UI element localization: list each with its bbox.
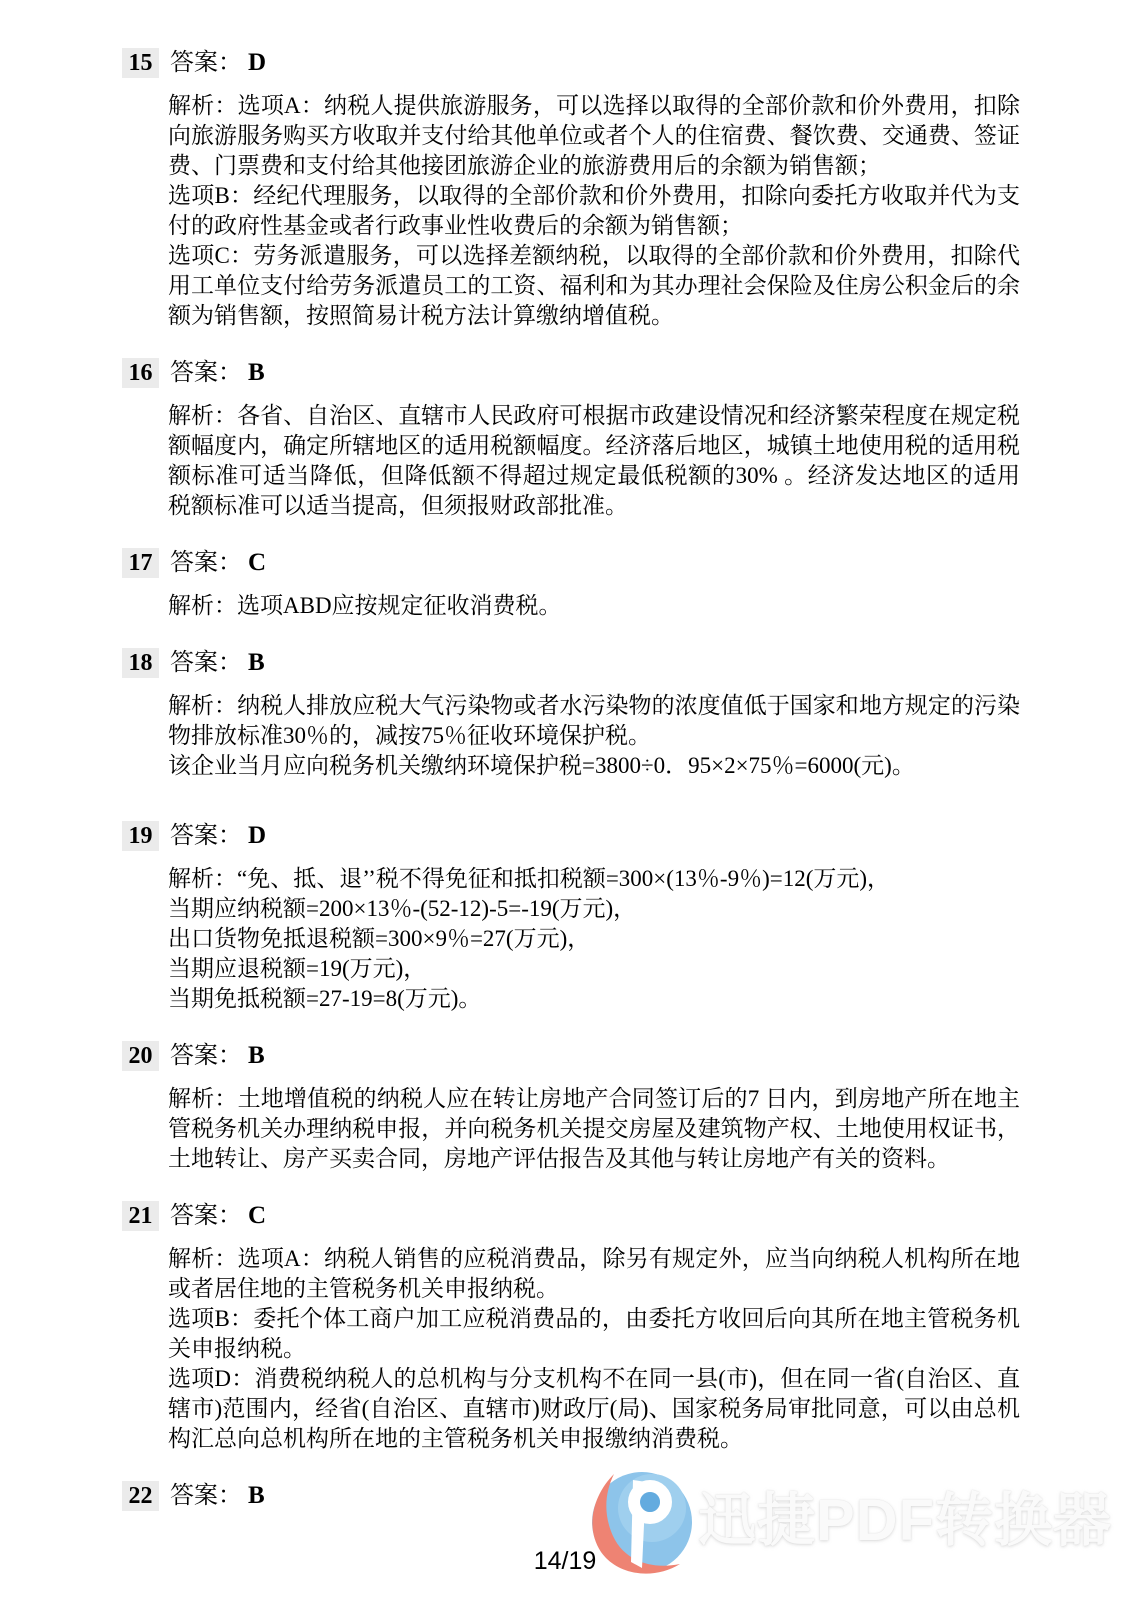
answer-block [122, 648, 1020, 781]
answer-label: 答案： [170, 360, 242, 386]
answer-letter: D [248, 822, 267, 849]
answer-label: 答案： [170, 550, 242, 576]
answers-list [122, 48, 1020, 1511]
answer-block [122, 48, 1020, 331]
explanation-paragraph: 选项B：委托个体工商户加工应税消费品的，由委托方收回后向其所在地主管税务机关申报纳税。 [168, 1306, 1020, 1361]
question-number: 20 [122, 1041, 159, 1071]
pdf-converter-watermark: 迅捷PDF转换器 [698, 1488, 1113, 1553]
answer-letter: B [248, 649, 265, 676]
answer-label: 答案： [170, 650, 242, 676]
answer-row [122, 648, 1020, 678]
question-number: 18 [122, 648, 159, 678]
answer-block [122, 548, 1020, 621]
answer-block [122, 1201, 1020, 1454]
explanation-paragraph: 出口货物免抵退税额=300×9％=27(万元)， [168, 926, 591, 951]
question-number: 16 [122, 358, 159, 388]
answer-letter: C [248, 549, 267, 576]
explanation [168, 864, 1020, 1014]
explanation [168, 691, 1020, 781]
explanation-paragraph: 解析：土地增值税的纳税人应在转让房地产合同签订后的7 日内，到房地产所在地主管税务机关办理纳税申报，并向税务机关提交房屋及建筑物产权、土地使用权证书，土地转让、房产买卖合同，房地产评估报告及其他与转让房地产有关的资料。 [168, 1086, 1020, 1171]
answer-row [122, 1201, 1020, 1231]
answer-label: 答案： [170, 50, 242, 76]
explanation-paragraph: 选项C：劳务派遣服务，可以选择差额纳税，以取得的全部价款和价外费用，扣除代用工单位支付给劳务派遣员工的工资、福利和为其办理社会保险及住房公积金后的余额为销售额，按照简易计税方法计算缴纳增值税。 [168, 243, 1020, 328]
explanation-paragraph: 解析：选项A：纳税人提供旅游服务，可以选择以取得的全部价款和价外费用，扣除向旅游服务购买方收取并支付给其他单位或者个人的住宿费、餐饮费、交通费、签证费、门票费和支付给其他接团旅游企业的旅游费用后的余额为销售额； [168, 93, 1020, 178]
page-number: 14/19 [533, 1547, 597, 1575]
answer-letter: D [248, 49, 267, 76]
explanation [168, 91, 1020, 331]
explanation-paragraph: 选项B：经纪代理服务，以取得的全部价款和价外费用，扣除向委托方收取并代为支付的政府性基金或者行政事业性收费后的余额为销售额； [168, 183, 1020, 238]
answer-letter: C [248, 1202, 267, 1229]
answer-letter: B [248, 359, 265, 386]
answer-label: 答案： [170, 1203, 242, 1229]
explanation-paragraph: 解析：各省、自治区、直辖市人民政府可根据市政建设情况和经济繁荣程度在规定税额幅度内，确定所辖地区的适用税额幅度。经济落后地区，城镇土地使用税的适用税额标准可适当降低，但降低额不得超过规定最低税额的30% 。经济发达地区的适用税额标准可以适当提高，但须报财政部批准。 [168, 403, 1020, 518]
explanation-paragraph: 解析：“免、抵、退’’税不得免征和抵扣税额=300×(13％-9％)=12(万元)， [168, 866, 891, 891]
question-number: 15 [122, 48, 159, 78]
answer-label: 答案： [170, 823, 242, 849]
answer-letter: B [248, 1482, 265, 1509]
question-number: 22 [122, 1481, 159, 1511]
explanation [168, 1084, 1020, 1174]
answer-block [122, 358, 1020, 521]
explanation-paragraph: 选项D：消费税纳税人的总机构与分支机构不在同一县(市)，但在同一省(自治区、直辖市)范围内，经省(自治区、直辖市)财政厅(局)、国家税务局审批同意，可以由总机构汇总向总机构所在地的主管税务机关申报缴纳消费税。 [168, 1366, 1020, 1451]
answer-row [122, 1041, 1020, 1071]
question-number: 21 [122, 1201, 159, 1231]
answer-row [122, 358, 1020, 388]
explanation [168, 591, 1020, 621]
question-number: 17 [122, 548, 159, 578]
explanation-paragraph: 当期应退税额=19(万元)， [168, 956, 427, 981]
answer-row [122, 548, 1020, 578]
explanation [168, 1244, 1020, 1454]
answer-block [122, 821, 1020, 1014]
answer-row [122, 48, 1020, 78]
explanation-paragraph: 当期免抵税额=27-19=8(万元)。 [168, 986, 482, 1011]
answer-row [122, 821, 1020, 851]
explanation-paragraph: 解析：选项ABD应按规定征收消费税。 [168, 593, 562, 618]
explanation-paragraph: 解析：纳税人排放应税大气污染物或者水污染物的浓度值低于国家和地方规定的污染物排放标准30％的，减按75％征收环境保护税。 [168, 693, 1020, 748]
answer-label: 答案： [170, 1043, 242, 1069]
answer-letter: B [248, 1042, 265, 1069]
question-number: 19 [122, 821, 159, 851]
explanation-paragraph: 解析：选项A：纳税人销售的应税消费品，除另有规定外，应当向纳税人机构所在地或者居住地的主管税务机关申报纳税。 [168, 1246, 1020, 1301]
explanation [168, 401, 1020, 521]
explanation-paragraph: 当期应纳税额=200×13％-(52-12)-5=-19(万元)， [168, 896, 637, 921]
answer-block [122, 1041, 1020, 1174]
answer-label: 答案： [170, 1483, 242, 1509]
explanation-paragraph: 该企业当月应向税务机关缴纳环境保护税=3800÷0．95×2×75％=6000(元)。 [168, 753, 915, 778]
